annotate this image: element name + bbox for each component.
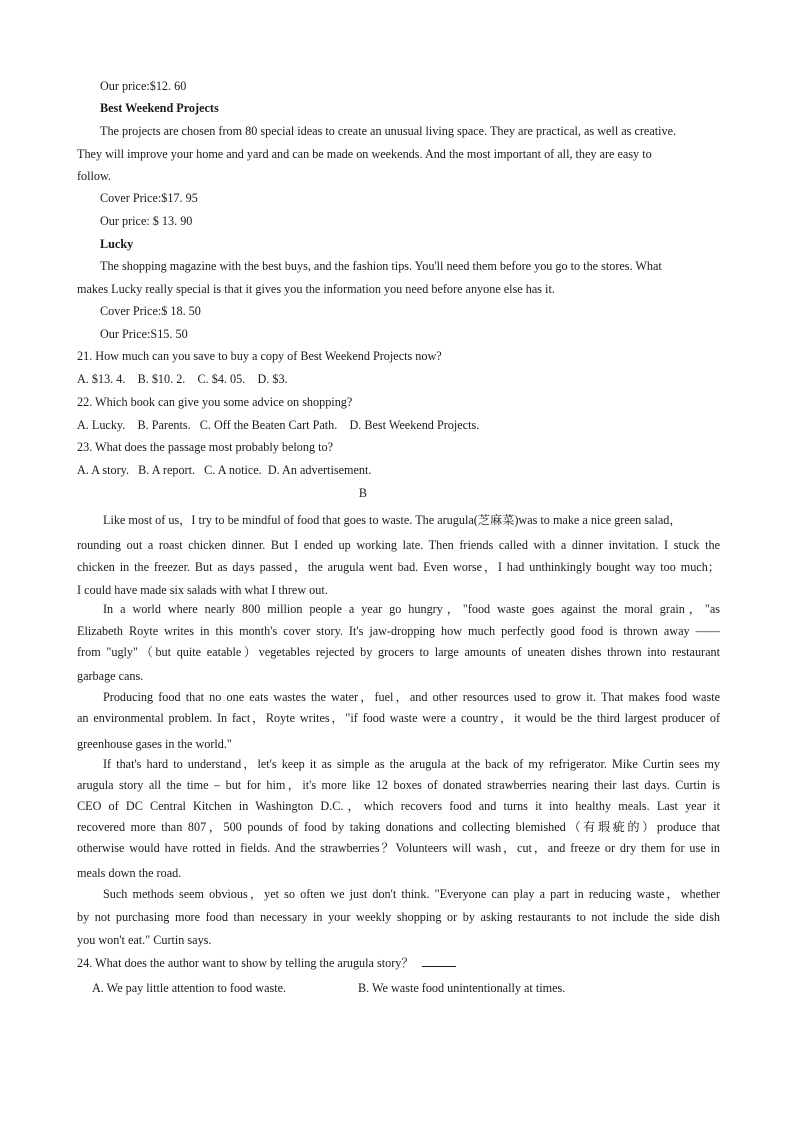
para-5-line-2: by not purchasing more food than necessary in your weekly shopping or by asking restaurants to not include the side dish [77,910,720,924]
para-2-line-1: In a world where nearly 800 million people a year go hungry，"food waste goes against the moral grain，"as [103,602,720,616]
para-3-line-1: Producing food that no one eats wastes the water，fuel，and other resources used to grow it. That makes food waste [103,690,720,704]
para-1-line-3: chicken in the freezer. But as days passed，the arugula went bad. Even worse，I had unthinkingly bought way too much； [77,560,720,574]
bwp-desc-line-3: follow. [77,169,112,183]
question-23-options: A. A story. B. A report. C. A notice. D. An advertisement. [77,463,372,477]
lucky-title: Lucky [100,237,134,251]
question-21-options: A. $13. 4. B. $10. 2. C. $4. 05. D. $3. [77,372,288,386]
para-1-line-2: rounding out a roast chicken dinner. But I ended up working late. Then friends called with a dinner invitation. I stuck the [77,538,720,552]
answer-blank [422,956,456,967]
bwp-desc-line-2: They will improve your home and yard and can be made on weekends. And the most important of all, they are easy to [77,147,652,161]
section-b-label: B [358,486,368,500]
lucky-our-price: Our Price:S15. 50 [100,327,188,341]
para-4-line-6: meals down the road. [77,866,182,880]
para-4-line-3: CEO of DC Central Kitchen in Washington D.C.，which recovers food and turns it into healthy meals. Last year it [77,799,720,813]
question-22-options: A. Lucky. B. Parents. C. Off the Beaten Cart Path. D. Best Weekend Projects. [77,418,480,432]
question-24 [77,955,720,971]
para-3-line-3: greenhouse gases in the world." [77,737,232,751]
question-24-option-a: A. We pay little attention to food waste. [92,981,287,995]
para-2-line-3: from "ugly"（but quite eatable）vegetables rejected by grocers to large amounts of uneaten dishes thrown into restaurant [77,645,720,659]
para-4-line-4: recovered more than 807，500 pounds of food by taking donations and collecting blemished（有瑕疵的）produce that [77,820,720,834]
para-2-line-2: Elizabeth Royte writes in this month's cover story. It's jaw-dropping how much perfectly good food is thrown away —— [77,624,720,638]
question-24-stem: 24. What does the author want to show by telling the arugula story？ [77,956,414,970]
bwp-our-price: Our price: $ 13. 90 [100,214,193,228]
para-4-line-2: arugula story all the time – but for him，it's more like 12 boxes of donated strawberries nearing their last days. Curtin is [77,778,720,792]
lucky-desc-line-1: The shopping magazine with the best buys, and the fashion tips. You'll need them before you go to the stores. What [100,259,662,273]
para-4-line-5: otherwise would have rotted in fields. And the strawberries？Volunteers will wash，cut，and freeze or dry them for use in [77,841,720,855]
question-23-stem: 23. What does the passage most probably belong to? [77,440,333,454]
lucky-desc-line-2: makes Lucky really special is that it gives you the information you need before anyone else has it. [77,282,555,296]
bwp-desc-line-1: The projects are chosen from 80 special ideas to create an unusual living space. They are practical, as well as creative. [100,124,677,138]
para-2-line-4: garbage cans. [77,669,144,683]
question-22-stem: 22. Which book can give you some advice on shopping? [77,395,353,409]
question-24-option-b: B. We waste food unintentionally at times. [358,981,566,995]
para-4-line-1: If that's hard to understand，let's keep it as simple as the arugula at the back of my refrigerator. Mike Curtin sees my [103,757,720,771]
para-1-line-4: I could have made six salads with what I threw out. [77,583,328,597]
bwp-title: Best Weekend Projects [100,101,219,115]
para-3-line-2: an environmental problem. In fact，Royte writes，"if food waste were a country，it would be the third largest producer of [77,711,720,725]
bwp-cover-price: Cover Price:$17. 95 [100,191,198,205]
para-1-line-1: Like most of us，I try to be mindful of food that goes to waste. The arugula(芝麻菜)was to make a nice green salad， [103,513,682,527]
para-5-line-3: you won't eat." Curtin says. [77,933,212,947]
our-price-line: Our price:$12. 60 [100,79,187,93]
question-21-stem: 21. How much can you save to buy a copy of Best Weekend Projects now? [77,349,442,363]
lucky-cover-price: Cover Price:$ 18. 50 [100,304,201,318]
para-5-line-1: Such methods seem obvious，yet so often we just don't think. "Everyone can play a part in reducing waste，whether [103,887,720,901]
